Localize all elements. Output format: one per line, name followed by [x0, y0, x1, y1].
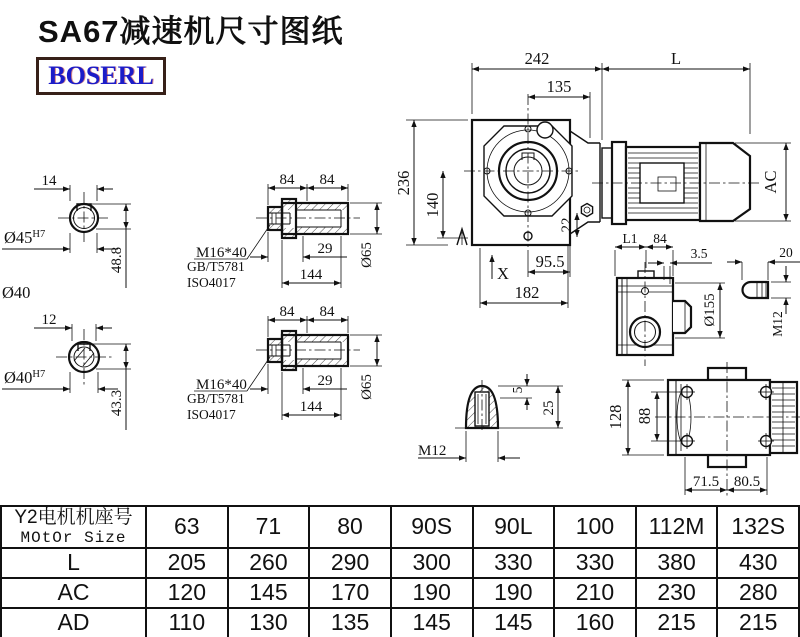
label-gb: GB/T5781: [187, 391, 245, 406]
view-shaft-section-bottom: [187, 304, 382, 422]
view-side: [615, 231, 725, 366]
view-main-front: [394, 49, 791, 308]
brand-logo-text: BOSERL: [48, 61, 154, 90]
cell: 160: [554, 608, 636, 637]
table-header-row: [1, 506, 799, 548]
col-100: 100: [554, 506, 636, 548]
dim-m12-key: M12: [770, 311, 785, 337]
brand-logo: [36, 57, 166, 95]
cell: 330: [554, 548, 636, 578]
dim-20: 20: [779, 245, 793, 260]
view-shaft-end: [418, 374, 563, 462]
cell: 145: [228, 578, 310, 608]
dim-144: 144: [299, 267, 323, 283]
label-iso: ISO4017: [187, 275, 236, 290]
dim-48-8: 48.8: [109, 246, 125, 274]
cell: 260: [228, 548, 310, 578]
col-71: 71: [228, 506, 310, 548]
header-en: MOtOr Size: [20, 528, 127, 547]
dim-bore-45: $Ø45^{H7}$: [4, 228, 46, 247]
dim-12: 12: [41, 312, 57, 328]
view-bore-40: [2, 312, 131, 430]
dim-65: Ø65: [359, 242, 375, 268]
cell: 135: [309, 608, 391, 637]
col-90S: 90S: [391, 506, 473, 548]
col-80: 80: [309, 506, 391, 548]
dim-L: L: [670, 49, 682, 68]
table-header-motor-size: [1, 506, 146, 548]
dim-L1: L1: [622, 231, 638, 246]
dim-84b: 84: [319, 304, 335, 320]
dim-65: Ø65: [359, 374, 375, 400]
dim-144: 144: [299, 399, 323, 415]
motor-size-table: [0, 505, 800, 637]
dim-AC: AC: [761, 170, 780, 194]
dim-140: 140: [423, 192, 442, 218]
cell: 230: [636, 578, 718, 608]
dim-84: 84: [653, 231, 667, 246]
dim-43-3: 43.3: [109, 389, 125, 417]
cell: 300: [391, 548, 473, 578]
row-label: AC: [1, 578, 146, 608]
dim-25: 25: [541, 400, 557, 416]
dim-3-5: 3.5: [690, 246, 708, 261]
dim-14: 14: [41, 173, 57, 189]
dim-29: 29: [317, 241, 333, 257]
row-label: L: [1, 548, 146, 578]
cell: 145: [391, 608, 473, 637]
dim-128: 128: [606, 404, 625, 430]
table-row-AD: [1, 608, 799, 637]
cell: 190: [473, 578, 555, 608]
cell: 210: [554, 578, 636, 608]
col-112M: 112M: [636, 506, 718, 548]
cell: 215: [636, 608, 718, 637]
dim-bore-40: $Ø40^{H7}$: [4, 368, 46, 387]
cell: 145: [473, 608, 555, 637]
table-row-AC: [1, 578, 799, 608]
label-bolt: M16*40: [196, 245, 247, 261]
dim-135: 135: [546, 77, 572, 96]
label-m12: M12: [418, 443, 447, 459]
view-top: [606, 362, 800, 497]
cell: 430: [717, 548, 799, 578]
row-label: AD: [1, 608, 146, 637]
dim-84a: 84: [279, 304, 295, 320]
page-title: SA67减速机尺寸图纸: [38, 14, 344, 49]
cell: 205: [146, 548, 228, 578]
dim-95-5: 95.5: [535, 252, 565, 271]
dim-84b: 84: [319, 172, 335, 188]
cell: 380: [636, 548, 718, 578]
col-63: 63: [146, 506, 228, 548]
cell: 290: [309, 548, 391, 578]
view-key-section: [727, 245, 800, 337]
dim-22: 22: [559, 217, 575, 233]
cell: 280: [717, 578, 799, 608]
table-row-L: [1, 548, 799, 578]
label-shaft-dia: Ø40: [2, 283, 31, 302]
cell: 330: [473, 548, 555, 578]
dim-84a: 84: [279, 172, 295, 188]
cell: 110: [146, 608, 228, 637]
view-shaft-section-top: [187, 172, 382, 290]
dim-5: 5: [510, 386, 525, 394]
cell: 130: [228, 608, 310, 637]
header-cn: Y2电机机座号: [14, 507, 133, 528]
cell: 170: [309, 578, 391, 608]
col-90L: 90L: [473, 506, 555, 548]
label-gb: GB/T5781: [187, 259, 245, 274]
dim-88: 88: [635, 407, 654, 425]
dim-29: 29: [317, 373, 333, 389]
label-bolt: M16*40: [196, 377, 247, 393]
view-bore-45: [2, 173, 131, 302]
label-x: X: [497, 264, 509, 283]
dim-236: 236: [394, 170, 413, 196]
dim-155: Ø155: [702, 293, 718, 327]
dim-182: 182: [514, 283, 540, 302]
dim-71-5: 71.5: [692, 474, 720, 490]
cell: 215: [717, 608, 799, 637]
col-132S: 132S: [717, 506, 799, 548]
dim-80-5: 80.5: [733, 474, 761, 490]
label-iso: ISO4017: [187, 407, 236, 422]
cell: 190: [391, 578, 473, 608]
cell: 120: [146, 578, 228, 608]
dim-242: 242: [524, 49, 550, 68]
